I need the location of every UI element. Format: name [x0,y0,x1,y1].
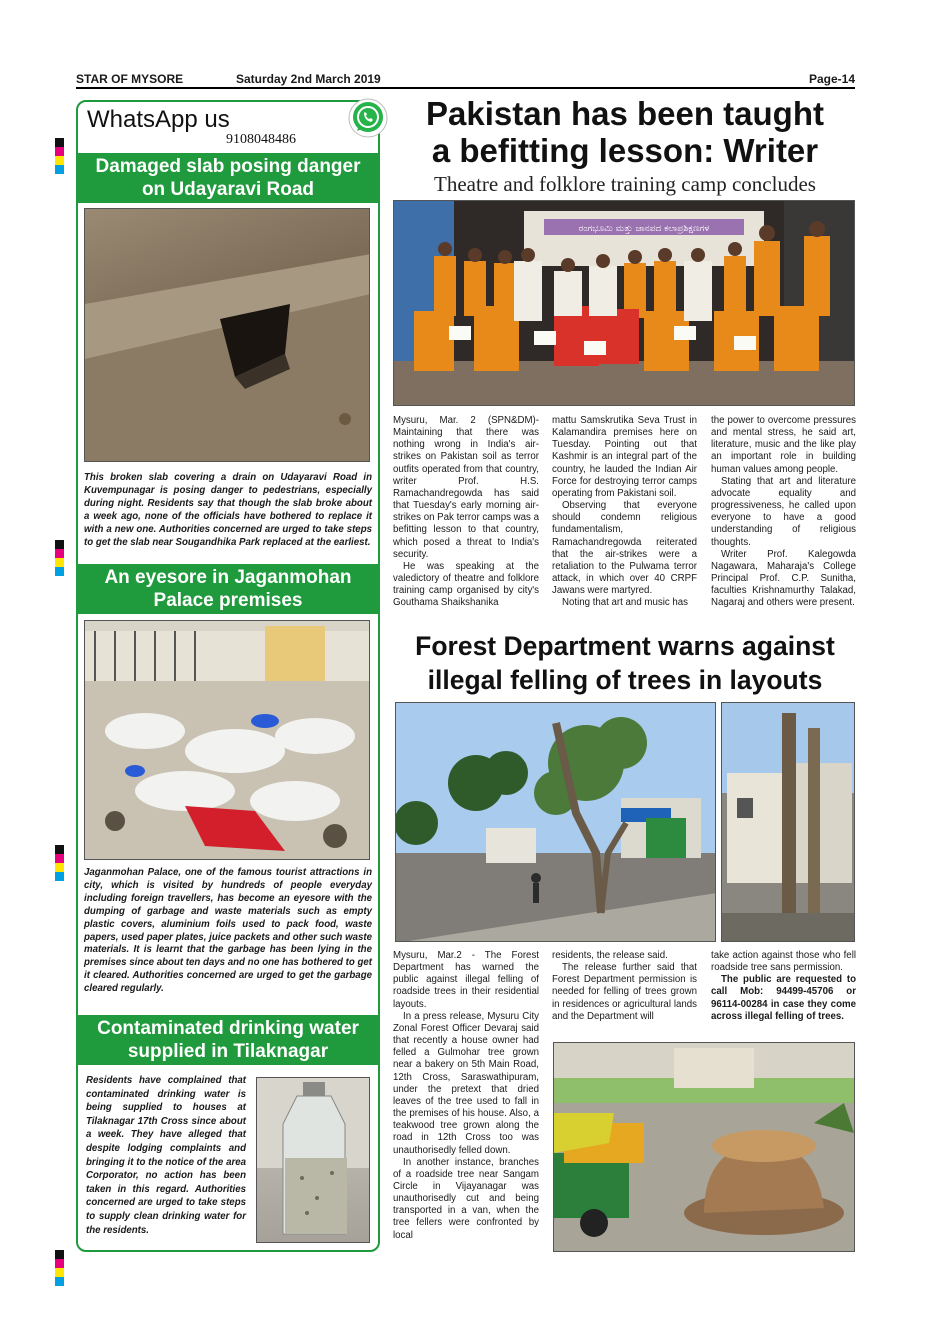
camp-banner-text: ರಂಗಭೂಮಿ ಮತ್ತು ಜಾನಪದ ಕಲಾಪ್ರಶಿಕ್ಷಣಗಳ [578,224,710,234]
sidebar-story2-caption: Jaganmohan Palace, one of the famous tourist attractions in city, which is visited by hundreds of people everyday including foreign travellers, has become an eyesore with the dumping of garbage and waste materials such as empty plastic covers, aluminium foils used to pack food, waste papers, used paper plates, juice packets and other such waste materials. It is learnt that the garbage has been lying in the premises since about ten days and no one has bothered to get it cleared. Authorities concerned are urged to get the garbage cleared regularly. [84,867,372,995]
sidebar-story3-caption: Residents have complained that contaminated drinking water is being supplied to houses at Tilaknagar 17th Cross since about a week. They have alleged that despite lodging complaints and bringing it to the notice of the area Corporator, no action has been taken in this regard. Authorities concerned are urged to take steps to supply clean drinking water for the residents. [86,1075,246,1236]
article2-column3: take action against those who fell roadside tree sans permission. The public are requested to call Mob: 94499-45706 or 96114-00284 in case they come across illegal felling of trees. [711,950,856,1022]
sidebar-story1-title: Damaged slab posing danger on Udayaravi Road [77,153,379,203]
header-rule [76,87,855,89]
article2-column1: Mysuru, Mar.2 - The Forest Department has warned the public against illegal felling of roadside trees in their residential layouts. In a press release, Mysuru City Zonal Forest Officer Devaraj said that recently a house owner had felled a Gulmohar tree grown near a bakery on 5th Main Road, 12th Cross, Saraswathipuram, under the pretext that dried leaves of the tree used to fall in the premises of his house. Also, a teakwood tree grown along the road in 12th Cross too was unauthorisedly felled down. In another instance, branches of a roadside tree near Sangam Circle in Vijayanagar was unauthorisedly cut and being transported in a van, when the tree fellers were confronted by local [393,950,539,1241]
whatsapp-label: WhatsApp us [87,106,230,133]
training-camp-group-photo [393,200,855,406]
water-bottle-photo [256,1077,370,1243]
registration-mark [55,845,64,881]
felled-tree-trunks-photo [721,702,855,942]
page-number: Page-14 [808,72,855,86]
tree-stump-photo [553,1042,855,1252]
registration-mark [55,138,64,174]
garbage-photo [84,620,370,860]
masthead-date: Saturday 2nd March 2019 [236,72,381,86]
article1-column3: the power to overcome pressures and mental stress, he said art, literature, music and the like play an important role in building human values among people. Stating that art and literature advocate equality and progressiveness, he called upon everyone to have a good understanding of religious thoughts. Writer Prof. Kalegowda Nagawara, Maharaja's College Principal Prof. C.P. Sunitha, faculties Krishnamurthy Talakad, Nagaraj and others were present. [711,415,856,609]
article2-headline: Forest Department warns against illegal felling of trees in layouts [415,631,835,695]
registration-mark [55,540,64,576]
sidebar-story3-title: Contaminated drinking water supplied in Tilaknagar [77,1015,379,1065]
article1-headline: Pakistan has been taught a befitting lesson: Writer [426,95,824,169]
whatsapp-number: 9108048486 [226,132,296,147]
article1-column1: Mysuru, Mar. 2 (SPN&DM)- Maintaining that there was nothing wrong in India's air-strikes on Pakistan soil as terror outfits operated from that country, writer Prof. H.S. Ramachandregowda has said that Tuesday's early morning air-strikes on Pak terror camps was a befitting lesson to that country, which posed a threat to India's security. He was speaking at the valedictory of theatre and folklore training camp organised by city's Gouthama Shaikshanika [393,415,539,609]
felled-tree-street-photo [395,702,716,942]
sidebar-story2-title: An eyesore in Jaganmohan Palace premises [77,564,379,614]
broken-slab-photo [84,208,370,462]
whatsapp-icon [348,98,388,138]
article2-column2: residents, the release said. The release further said that Forest Department permission is needed for felling of trees grown in residences or agricultural lands and the Department will [552,950,697,1022]
article1-column2: mattu Samskrutika Seva Trust in Kalamandira premises here on Tuesday. Pointing out that Kashmir is an integral part of the country, he lauded the Indian Air Force for destroying terror camps operating from Pakistani soil. Observing that everyone should condemn religious fundamentalism, Ramachandregowda reiterated that the air-strikes were a retaliation to the Pulwama terror attack, in which over 40 CRPF Jawans were martyred. Noting that art and music has [552,415,697,609]
masthead-paper-name: STAR OF MYSORE [76,72,184,86]
sidebar-story1-caption: This broken slab covering a drain on Udayaravi Road in Kuvempunagar is posing danger to pedestrians, especially during night. Residents say that though the slab broke about a week ago, none of the officials have bothered to replace it with a new one. Authorities concerned are urged to take steps to get the slab near Sougandhika Park replaced at the earliest. [84,472,372,548]
article1-subhead: Theatre and folklore training camp concludes [434,172,816,196]
registration-mark [55,1250,64,1286]
